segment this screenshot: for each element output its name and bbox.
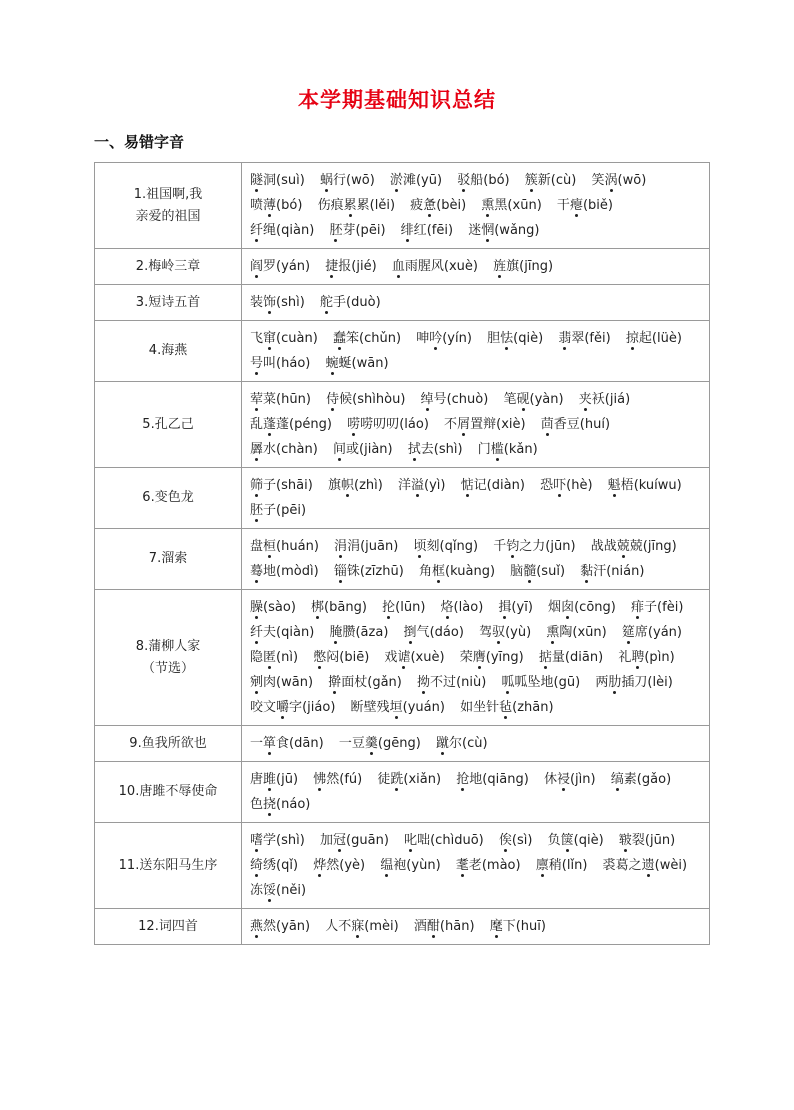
vocab-item: 熏黑(xūn) [481, 198, 542, 213]
vocab-item: 色挠(náo) [250, 797, 311, 812]
emphasis-character: 纤 [250, 223, 264, 238]
page-title: 本学期基础知识总结 [298, 88, 496, 112]
emphasis-character: 涡 [604, 173, 618, 188]
vocab-item: 战战兢兢(jīng) [590, 539, 677, 554]
emphasis-character: 廪 [535, 858, 549, 873]
vocab-item: 麾下(huī) [489, 919, 546, 934]
vocab-item: 胚子(pēi) [250, 503, 307, 518]
vocab-item: 皲裂(jūn) [618, 833, 676, 848]
vocab-item: 捷报(jié) [325, 259, 377, 274]
table-body [95, 163, 710, 945]
emphasis-character: 冠 [333, 833, 347, 848]
vocab-item: 唐雎(jū) [250, 772, 299, 787]
vocab-item: 痱子(fèi) [631, 600, 684, 615]
vocab-item: 门槛(kǎn) [477, 442, 538, 457]
emphasis-character: 纤 [250, 625, 264, 640]
vocab-item: 纤夫(qiàn) [250, 625, 315, 640]
vocab-item: 阎罗(yán) [250, 259, 311, 274]
emphasis-character: 酣 [426, 919, 440, 934]
vocab-item: 蓦地(mòdì) [250, 564, 319, 579]
vocab-item: 脑髓(suǐ) [510, 564, 566, 579]
emphasis-character: 熏 [481, 198, 495, 213]
vocab-item: 俟(sì) [498, 833, 533, 848]
vocab-item: 驾驭(yù) [479, 625, 532, 640]
vocab-item: 咬文嚼字(jiáo) [250, 700, 336, 715]
emphasis-character: 锱 [333, 564, 347, 579]
vocab-item: 掂量(diān) [538, 650, 604, 665]
emphasis-character: 砚 [516, 392, 530, 407]
vocab-item: 蹴尔(cù) [435, 736, 488, 751]
emphasis-character: 旌 [493, 259, 507, 274]
vocab-item: 熏陶(xūn) [546, 625, 607, 640]
vocab-item: 拭去(shì) [407, 442, 463, 457]
vocab-item: 臊(sào) [250, 600, 296, 615]
emphasis-character: 溢 [411, 478, 425, 493]
emphasis-character: 簇 [524, 173, 538, 188]
emphasis-character: 缟 [610, 772, 624, 787]
vocab-item: 羼水(chàn) [250, 442, 318, 457]
lesson-title-cell: 8.蒲柳人家 （节选） [95, 590, 242, 726]
vocab-item: 魁梧(kuíwu) [607, 478, 682, 493]
vocab-item: 涓涓(juān) [334, 539, 399, 554]
emphasis-character: 顷 [413, 539, 427, 554]
emphasis-character: 蜿 [325, 356, 339, 371]
emphasis-character: 俟 [498, 833, 512, 848]
vocab-item: 喷薄(bó) [250, 198, 303, 213]
vocab-item: 角框(kuàng) [418, 564, 496, 579]
lesson-title-cell: 4.海燕 [95, 321, 242, 382]
emphasis-character: 魁 [607, 478, 621, 493]
emphasis-character: 掠 [625, 331, 639, 346]
emphasis-character: 垣 [389, 700, 403, 715]
emphasis-character: 掂 [538, 650, 552, 665]
emphasis-character: 号 [250, 356, 264, 371]
vocab-item: 烙(lào) [440, 600, 484, 615]
vocab-item: 捯气(dáo) [403, 625, 464, 640]
emphasis-character: 饰 [263, 295, 277, 310]
vocab-item: 礼聘(pìn) [618, 650, 675, 665]
vocab-item: 茴香豆(huí) [540, 417, 611, 432]
emphasis-character: 绰 [420, 392, 434, 407]
emphasis-character: 唠 [347, 417, 361, 432]
vocab-item: 恐吓(hè) [540, 478, 593, 493]
vocab-item: 绯红(fēi) [400, 223, 454, 238]
emphasis-character: 驳 [457, 173, 471, 188]
vocab-item: 如坐针毡(zhān) [460, 700, 554, 715]
emphasis-character: 烙 [440, 600, 454, 615]
emphasis-character: 薄 [263, 198, 277, 213]
word-list-cell [242, 468, 710, 529]
vocab-item: 舵手(duò) [319, 295, 381, 310]
emphasis-character: 翡 [558, 331, 572, 346]
vocab-item: 怫然(fú) [313, 772, 363, 787]
emphasis-character: 阎 [250, 259, 264, 274]
vocab-item: 盘桓(huán) [250, 539, 319, 554]
table-row [95, 590, 710, 726]
vocab-item: 筛子(shāi) [250, 478, 313, 493]
emphasis-character: 跣 [390, 772, 404, 787]
table-row [95, 163, 710, 249]
emphasis-character: 揖 [498, 600, 512, 615]
emphasis-character: 槛 [490, 442, 504, 457]
emphasis-character: 呱 [501, 675, 515, 690]
table-row [95, 249, 710, 285]
emphasis-character: 侍 [326, 392, 340, 407]
vocab-item: 黏汗(nián) [580, 564, 645, 579]
lesson-title-cell: 11.送东阳马生序 [95, 823, 242, 909]
vocab-item: 嗜学(shì) [250, 833, 305, 848]
vocab-item: 隐匿(nì) [250, 650, 299, 665]
vocab-item: 迷惘(wǎng) [468, 223, 540, 238]
vocab-item: 两肋插刀(lèi) [595, 675, 673, 690]
emphasis-character: 雎 [263, 772, 277, 787]
vocab-item: 裘葛之遗(wèi) [602, 858, 688, 873]
emphasis-character: 箧 [560, 833, 574, 848]
emphasis-character: 钧 [506, 539, 520, 554]
vocab-item: 疲惫(bèi) [410, 198, 467, 213]
vocab-item: 旗帜(zhì) [327, 478, 383, 493]
emphasis-character: 涓 [334, 539, 348, 554]
vocab-item: 绰号(chuò) [420, 392, 489, 407]
emphasis-character: 累 [343, 198, 357, 213]
emphasis-character: 驭 [492, 625, 506, 640]
emphasis-character: 胚 [329, 223, 343, 238]
emphasis-character: 耄 [455, 858, 469, 873]
table-row [95, 823, 710, 909]
emphasis-character: 蹴 [435, 736, 449, 751]
emphasis-character: 梆 [311, 600, 325, 615]
vocab-item: 梆(bāng) [311, 600, 367, 615]
emphasis-character: 遗 [641, 858, 655, 873]
vocab-item: 隧洞(suì) [250, 173, 305, 188]
emphasis-character: 惦 [460, 478, 474, 493]
lesson-title-cell: 3.短诗五首 [95, 285, 242, 321]
emphasis-character: 惫 [423, 198, 437, 213]
lesson-title-cell: 2.梅岭三章 [95, 249, 242, 285]
emphasis-character: 抡 [382, 600, 396, 615]
table-row [95, 382, 710, 468]
vocab-item: 绮绣(qǐ) [250, 858, 299, 873]
lesson-title-cell: 7.溜索 [95, 529, 242, 590]
vocab-item: 侍候(shìhòu) [326, 392, 406, 407]
emphasis-character: 拗 [417, 675, 431, 690]
emphasis-character: 抢 [456, 772, 470, 787]
pronunciation-table [94, 162, 710, 945]
emphasis-character: 帜 [340, 478, 354, 493]
emphasis-character: 麾 [489, 919, 503, 934]
word-list-cell [242, 909, 710, 945]
emphasis-character: 熏 [546, 625, 560, 640]
word-list-cell [242, 590, 710, 726]
emphasis-character: 隧 [250, 173, 264, 188]
emphasis-character: 茴 [540, 417, 554, 432]
word-list-cell [242, 285, 710, 321]
emphasis-character: 箪 [263, 736, 277, 751]
emphasis-character: 间 [332, 442, 346, 457]
vocab-item: 叱咄(chìduō) [404, 833, 484, 848]
vocab-item: 加冠(guān) [319, 833, 389, 848]
emphasis-character: 夹 [578, 392, 592, 407]
table-row [95, 285, 710, 321]
vocab-item: 掠起(lüè) [625, 331, 682, 346]
table-row [95, 909, 710, 945]
vocab-item: 酒酣(hān) [413, 919, 475, 934]
emphasis-character: 黏 [580, 564, 594, 579]
table-row [95, 529, 710, 590]
word-list-cell [242, 726, 710, 762]
vocab-item: 荣膺(yīng) [459, 650, 524, 665]
vocab-item: 间或(jiàn) [332, 442, 393, 457]
emphasis-character: 血 [391, 259, 405, 274]
emphasis-character: 剜 [250, 675, 264, 690]
emphasis-character: 舵 [319, 295, 333, 310]
vocab-item: 淤滩(yū) [389, 173, 443, 188]
emphasis-character: 蓬 [263, 417, 277, 432]
emphasis-character: 寐 [351, 919, 365, 934]
vocab-item: 一箪食(dān) [250, 736, 324, 751]
vocab-item: 荤菜(hūn) [250, 392, 311, 407]
vocab-item: 干瘪(biě) [556, 198, 613, 213]
emphasis-character: 谑 [397, 650, 411, 665]
vocab-item: 惦记(diàn) [460, 478, 525, 493]
vocab-item: 缊袍(yùn) [380, 858, 441, 873]
vocab-item: 乱蓬蓬(péng) [250, 417, 332, 432]
emphasis-character: 胚 [250, 503, 264, 518]
vocab-item: 断壁残垣(yuán) [350, 700, 445, 715]
emphasis-character: 筛 [250, 478, 264, 493]
emphasis-character: 怫 [313, 772, 327, 787]
lesson-title-cell: 12.词四首 [95, 909, 242, 945]
vocab-item: 旌旗(jīng) [493, 259, 554, 274]
word-list-cell [242, 321, 710, 382]
emphasis-character: 羼 [250, 442, 264, 457]
vocab-item: 抡(lūn) [382, 600, 426, 615]
vocab-item: 装饰(shì) [250, 295, 305, 310]
emphasis-character: 髓 [523, 564, 537, 579]
emphasis-character: 吟 [429, 331, 443, 346]
emphasis-character: 嗜 [250, 833, 264, 848]
vocab-item: 擀面杖(gǎn) [328, 675, 402, 690]
word-list-cell [242, 249, 710, 285]
vocab-item: 戏谑(xuè) [384, 650, 445, 665]
emphasis-character: 吓 [553, 478, 567, 493]
emphasis-character: 蠢 [332, 331, 346, 346]
vocab-item: 驳船(bó) [457, 173, 510, 188]
lesson-title-cell: 6.变色龙 [95, 468, 242, 529]
vocab-item: 飞窜(cuàn) [250, 331, 318, 346]
emphasis-character: 叱 [404, 833, 418, 848]
vocab-item: 胚芽(pēi) [329, 223, 386, 238]
emphasis-character: 嚼 [276, 700, 290, 715]
vocab-item: 号叫(háo) [250, 356, 311, 371]
vocab-item: 憋闷(biē) [313, 650, 370, 665]
vocab-item: 蜿蜒(wān) [325, 356, 389, 371]
vocab-item: 冻馁(něi) [250, 883, 307, 898]
emphasis-character: 荤 [250, 392, 264, 407]
vocab-item: 纤绳(qiàn) [250, 223, 315, 238]
word-list-cell [242, 382, 710, 468]
vocab-item: 负箧(qiè) [547, 833, 604, 848]
vocab-item: 呻吟(yín) [416, 331, 472, 346]
emphasis-character: 挠 [263, 797, 277, 812]
emphasis-character: 囱 [561, 600, 575, 615]
emphasis-character: 聘 [631, 650, 645, 665]
vocab-item: 耄老(mào) [455, 858, 521, 873]
emphasis-character: 毡 [499, 700, 513, 715]
vocab-item: 簇新(cù) [524, 173, 577, 188]
table-row [95, 762, 710, 823]
emphasis-character: 烨 [313, 858, 327, 873]
vocab-item: 抢地(qiāng) [456, 772, 529, 787]
vocab-item: 伤痕累累(lěi) [317, 198, 396, 213]
vocab-item: 筵席(yán) [621, 625, 682, 640]
vocab-item: 腌臜(āza) [329, 625, 389, 640]
vocab-item: 燕然(yān) [250, 919, 311, 934]
emphasis-character: 缊 [380, 858, 394, 873]
word-list-cell [242, 762, 710, 823]
lesson-title-cell: 10.唐雎不辱使命 [95, 762, 242, 823]
emphasis-character: 臊 [250, 600, 264, 615]
vocab-item: 廪稍(lǐn) [535, 858, 588, 873]
emphasis-character: 绮 [250, 858, 264, 873]
emphasis-character: 窜 [263, 331, 277, 346]
table-row [95, 468, 710, 529]
vocab-item: 缟素(gǎo) [610, 772, 672, 787]
word-list-cell [242, 529, 710, 590]
vocab-item: 笑涡(wō) [591, 173, 647, 188]
lesson-title-cell: 5.孔乙己 [95, 382, 242, 468]
vocab-item: 不屑置辩(xiè) [444, 417, 526, 432]
emphasis-character: 憋 [313, 650, 327, 665]
vocab-item: 唠唠叨叨(láo) [347, 417, 429, 432]
emphasis-character: 怯 [500, 331, 514, 346]
vocab-item: 烨然(yè) [313, 858, 366, 873]
emphasis-character: 淤 [389, 173, 403, 188]
emphasis-character: 腌 [329, 625, 343, 640]
table-row [95, 726, 710, 762]
vocab-item: 顷刻(qǐng) [413, 539, 479, 554]
vocab-item: 蠢笨(chǔn) [332, 331, 402, 346]
vocab-item: 休祲(jìn) [543, 772, 596, 787]
vocab-item: 揖(yī) [498, 600, 533, 615]
vocab-item: 血雨腥风(xuè) [391, 259, 478, 274]
vocab-item: 翡翠(fěi) [558, 331, 611, 346]
vocab-item: 笔砚(yàn) [503, 392, 564, 407]
emphasis-character: 擀 [328, 675, 342, 690]
emphasis-character: 瘪 [569, 198, 583, 213]
word-list-cell [242, 823, 710, 909]
emphasis-character: 蜗 [319, 173, 333, 188]
emphasis-character: 祲 [556, 772, 570, 787]
word-list-cell [242, 163, 710, 249]
vocab-item: 千钧之力(jūn) [493, 539, 576, 554]
emphasis-character: 屑 [457, 417, 471, 432]
emphasis-character: 羹 [364, 736, 378, 751]
emphasis-character: 桓 [263, 539, 277, 554]
emphasis-character: 痱 [631, 600, 645, 615]
emphasis-character: 膺 [472, 650, 486, 665]
lesson-title-cell: 9.鱼我所欲也 [95, 726, 242, 762]
vocab-item: 人不寐(mèi) [325, 919, 399, 934]
vocab-item: 剜肉(wān) [250, 675, 314, 690]
emphasis-character: 蓦 [250, 564, 264, 579]
emphasis-character: 捷 [325, 259, 339, 274]
lesson-title-cell: 1.祖国啊,我 亲爱的祖国 [95, 163, 242, 249]
emphasis-character: 绯 [400, 223, 414, 238]
vocab-item: 呱呱坠地(gū) [501, 675, 581, 690]
emphasis-character: 燕 [250, 919, 264, 934]
emphasis-character: 肋 [608, 675, 622, 690]
vocab-item: 洋溢(yì) [397, 478, 446, 493]
vocab-item: 夹袄(jiá) [578, 392, 631, 407]
emphasis-character: 皲 [618, 833, 632, 848]
emphasis-character: 兢 [616, 539, 630, 554]
emphasis-character: 拭 [407, 442, 421, 457]
emphasis-character: 馁 [263, 883, 277, 898]
vocab-item: 烟囱(cōng) [548, 600, 616, 615]
vocab-item: 胆怯(qiè) [487, 331, 544, 346]
vocab-item: 一豆羹(gēng) [338, 736, 421, 751]
vocab-item: 蜗行(wō) [319, 173, 375, 188]
vocab-item: 锱铢(zīzhū) [333, 564, 404, 579]
emphasis-character: 捯 [403, 625, 417, 640]
vocab-item: 徒跣(xiǎn) [377, 772, 442, 787]
emphasis-character: 惘 [481, 223, 495, 238]
emphasis-character: 匿 [263, 650, 277, 665]
section-heading: 一、易错字音 [94, 133, 185, 151]
emphasis-character: 框 [431, 564, 445, 579]
vocab-item: 拗不过(niù) [417, 675, 487, 690]
emphasis-character: 筵 [621, 625, 635, 640]
table-row [95, 321, 710, 382]
